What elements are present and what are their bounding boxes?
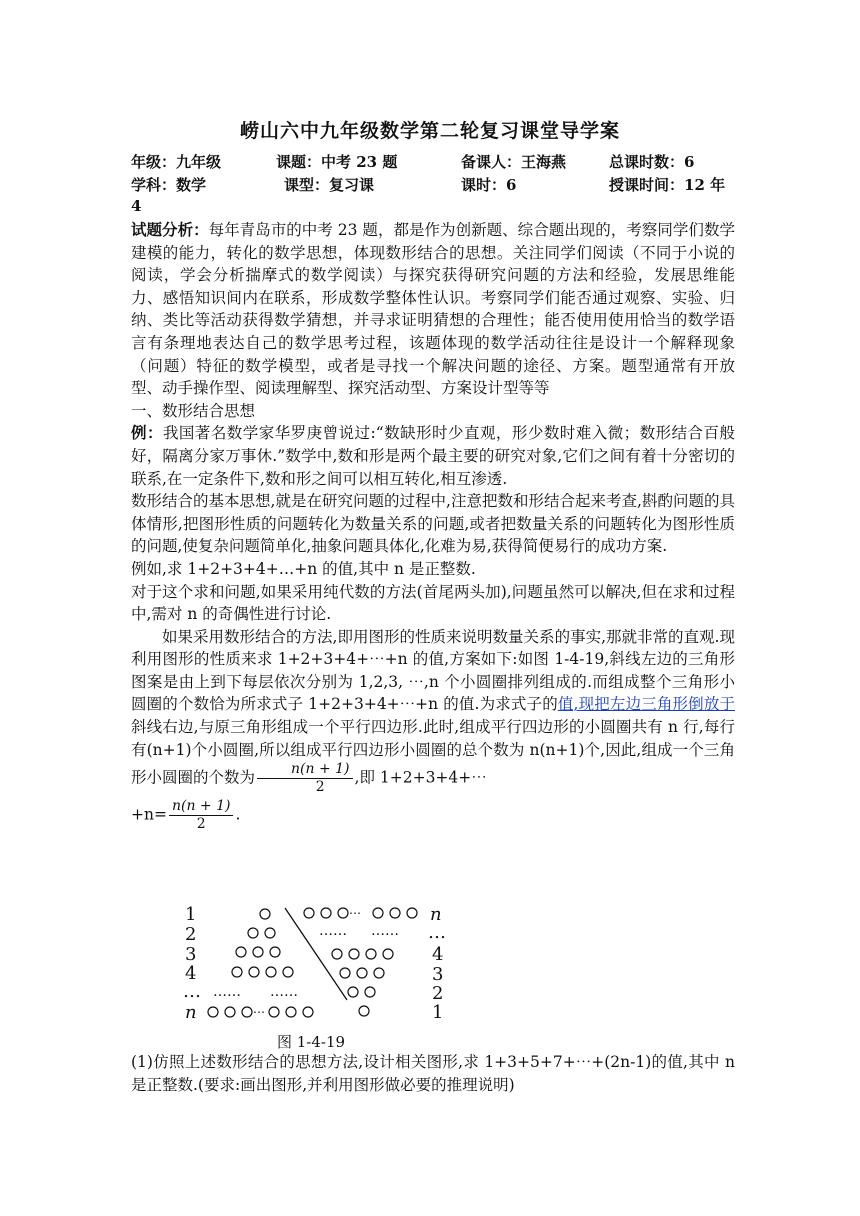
circle — [232, 967, 242, 977]
example-label: 例： — [131, 423, 163, 443]
circle — [286, 1007, 296, 1017]
circle — [283, 967, 293, 977]
meta-teach-time-cont: 4 — [131, 197, 142, 215]
circle-triangle-figure — [175, 900, 475, 1030]
method-link[interactable]: 值,现把左边三角形倒放于 — [557, 695, 735, 714]
fraction-2-denominator: 2 — [196, 816, 206, 833]
circle — [236, 947, 246, 957]
circle — [208, 1007, 218, 1017]
meta-subject: 学科：数学 — [131, 176, 207, 194]
example-text: 我国著名数学家华罗庚曾说过:“数缺形时少直观，形少数时难入微；数形结合百般好，隔离分家万事休.”数学中,数和形是两个最主要的研究对象,它们之间有着十分密切的联系,在一定条件下,数和形之间可以相互转化,相互渗透. — [131, 424, 735, 488]
circle — [266, 967, 276, 977]
question-1: (1)仿照上述数形结合的思想方法,设计相关图形,求 1+3+5+7+⋯+(2n-1)的值,其中 n 是正整数.(要求:画出图形,并利用图形做必要的推理说明) — [131, 1053, 735, 1094]
meta-lesson-type: 课型：复习课 — [284, 176, 375, 194]
fraction-2-numerator: n(n + 1) — [169, 798, 234, 816]
circle — [348, 987, 358, 997]
method-text-1: 如果采用数形结合的方法,即用图形的性质来说明数量关系的事实,那就非常的直观.现利用图形的性质来求 1+2+3+4+⋯+n 的值,方案如下:如图 1-4-19,斜线左边的三角形图案是由上到下每层依次分别为 1,2,3, ⋯,n 个小圆圈排列组成的.而组成整个三角形小圆圈的个数恰为所求式子 1+2+3+4+⋯+n 的值.为求式子的 — [131, 627, 735, 714]
fraction-1-denominator: 2 — [315, 779, 325, 796]
analysis-text: 每年青岛市的中考 23 题，都是作为创新题、综合题出现的，考察同学们数学建模的能力，转化的数学思想，体现数形结合的思想。关注同学们阅读（不同于小说的阅读，学会分析揣摩式的数学阅读）与探究获得研究问题的方法和经验，发展思维能力、感悟知识间内在联系，形成数学整体性认识。考察同学们能否通过观察、实验、归纳、类比等活动获得数学猜想，并寻求证明猜想的合理性；能否使用使用恰当的数学语言有条理地表达自己的数学思考过程，该题体现的数学活动往往是设计一个解释现象（问题）特征的数学模型，或者是寻找一个解决问题的途径、方案。题型通常有开放型、动手操作型、阅读理解型、探究活动型、方案设计型等等 — [131, 221, 735, 398]
circle — [265, 928, 275, 938]
meta-teach-time: 授课时间：12 年 — [609, 176, 726, 194]
circle — [365, 987, 375, 997]
body-upper — [131, 219, 735, 833]
method-text-2: 斜线右边,与原三角形组成一个平行四边形.此时,组成平行四边形的小圆圈共有 n 行,每行有(n+1)个小圆圈,所以组成平行四边形小圆圈的总个数为 n(n+1)个,因此,组成一个三角形小圆圈的个数为 — [131, 718, 735, 787]
right-dots-row-a: …… — [319, 923, 347, 939]
left-ellipsis: ⋯ — [253, 1005, 265, 1019]
circle — [340, 968, 350, 978]
meta-total-hours: 总课时数：6 — [609, 153, 695, 171]
circle — [249, 967, 259, 977]
right-label-2: 2 — [432, 983, 444, 1004]
section-heading: 一、数形结合思想 — [131, 401, 256, 420]
algebra-paragraph: 对于这个求和问题,如果采用纯代数的方法(首尾两头加),问题虽然可以解决,但在求和过程中,需对 n 的奇偶性进行讨论. — [131, 582, 735, 624]
fraction-1-numerator: n(n + 1) — [257, 761, 353, 779]
method-text-5: . — [235, 805, 241, 824]
circle — [390, 908, 400, 918]
left-label-3: 3 — [185, 944, 197, 965]
left-label-4: 4 — [185, 963, 197, 984]
circle — [407, 908, 417, 918]
meta-topic: 课题：中考 23 题 — [276, 153, 398, 171]
circle — [373, 908, 383, 918]
circle — [248, 928, 258, 938]
circle — [366, 949, 376, 959]
meta-preparer: 备课人：王海燕 — [461, 153, 567, 171]
circle — [374, 968, 384, 978]
circle — [321, 908, 331, 918]
circle — [349, 949, 359, 959]
left-dots-row-b: …… — [270, 984, 298, 1000]
body-lower — [131, 1051, 735, 1096]
left-label-2: 2 — [185, 924, 197, 945]
circle — [383, 949, 393, 959]
circle — [357, 968, 367, 978]
right-label-dots: … — [428, 922, 446, 943]
circle — [332, 949, 342, 959]
left-dots-row-a: …… — [213, 984, 241, 1000]
meta-hours: 课时：6 — [461, 176, 517, 194]
right-ellipsis: ⋯ — [349, 906, 361, 920]
circle — [270, 947, 280, 957]
circle — [225, 1007, 235, 1017]
circle — [260, 909, 270, 919]
left-label-dots: … — [183, 981, 201, 1002]
page-title: 崂山六中九年级数学第二轮复习课堂导学案 — [239, 120, 620, 142]
fraction-2 — [169, 798, 234, 833]
right-label-1: 1 — [432, 1002, 444, 1023]
circle — [253, 947, 263, 957]
circle — [359, 1006, 369, 1016]
right-label-3: 3 — [432, 964, 444, 985]
circle — [304, 908, 314, 918]
sum-example-paragraph: 例如,求 1+2+3+4+…+n 的值,其中 n 是正整数. — [131, 559, 476, 578]
left-label-n: n — [185, 1002, 197, 1023]
circle — [303, 1007, 313, 1017]
right-dots-row-b: …… — [371, 923, 399, 939]
analysis-label: 试题分析： — [131, 220, 209, 239]
meta-grade: 年级：九年级 — [131, 153, 222, 171]
method-paragraph-end — [131, 798, 735, 833]
method-text-3: ,即 1+2+3+4+⋯ — [354, 768, 487, 787]
right-label-4: 4 — [432, 944, 444, 965]
analysis-paragraph — [131, 219, 735, 400]
method-paragraph — [131, 626, 735, 797]
method-text-4: +n= — [131, 805, 167, 824]
basic-idea-paragraph: 数形结合的基本思想,就是在研究问题的过程中,注意把数和形结合起来考查,斟酌问题的具体情形,把图形性质的问题转化为数量关系的问题,或者把数量关系的问题转化为图形性质的问题,使复杂问题简单化,抽象问题具体化,化难为易,获得简便易行的成功方案. — [131, 492, 735, 556]
fraction-1 — [257, 761, 353, 796]
circle — [269, 1007, 279, 1017]
example-paragraph — [131, 422, 735, 490]
figure-caption: 图 1-4-19 — [277, 1033, 346, 1051]
circle — [338, 908, 348, 918]
left-label-1: 1 — [185, 904, 197, 925]
circle — [242, 1007, 252, 1017]
right-label-n: n — [430, 904, 442, 925]
